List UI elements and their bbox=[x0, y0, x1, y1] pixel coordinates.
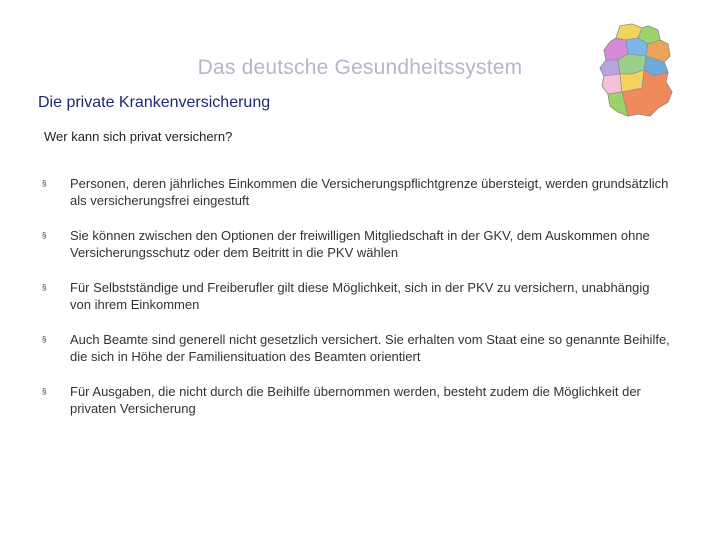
question-heading: Wer kann sich privat versichern? bbox=[44, 129, 233, 144]
bullet-text: Für Ausgaben, die nicht durch die Beihilfe übernommen werden, besteht zudem die Möglichkeit der privaten Versicherung bbox=[70, 384, 641, 416]
list-item bbox=[42, 384, 672, 436]
list-item bbox=[42, 280, 672, 332]
list-item bbox=[42, 176, 672, 228]
section-subtitle: Die private Krankenversicherung bbox=[38, 94, 271, 111]
bullet-text: Auch Beamte sind generell nicht gesetzlich versichert. Sie erhalten vom Staat eine so genannte Beihilfe, die sich in Höhe der Familiensituation des Beamten orientiert bbox=[70, 332, 670, 364]
bullet-text: Sie können zwischen den Optionen der freiwilligen Mitgliedschaft in der GKV, dem Auskommen ohne Versicherungsschutz oder dem Beitritt in die PKV wählen bbox=[70, 228, 650, 260]
paragraph-bullet-icon: § bbox=[42, 387, 47, 396]
germany-map-icon bbox=[598, 22, 674, 118]
paragraph-bullet-icon: § bbox=[42, 283, 47, 292]
list-item bbox=[42, 228, 672, 280]
paragraph-bullet-icon: § bbox=[42, 335, 47, 344]
paragraph-bullet-icon: § bbox=[42, 231, 47, 240]
paragraph-bullet-icon: § bbox=[42, 179, 47, 188]
bullet-text: Für Selbstständige und Freiberufler gilt diese Möglichkeit, sich in der PKV zu versichern, unabhängig von ihrem Einkommen bbox=[70, 280, 650, 312]
bullet-text: Personen, deren jährliches Einkommen die Versicherungspflichtgrenze übersteigt, werden grundsätzlich als versicherungsfrei eingestuft bbox=[70, 176, 669, 208]
page-title: Das deutsche Gesundheitssystem bbox=[197, 56, 523, 79]
bullet-list bbox=[42, 176, 672, 436]
list-item bbox=[42, 332, 672, 384]
